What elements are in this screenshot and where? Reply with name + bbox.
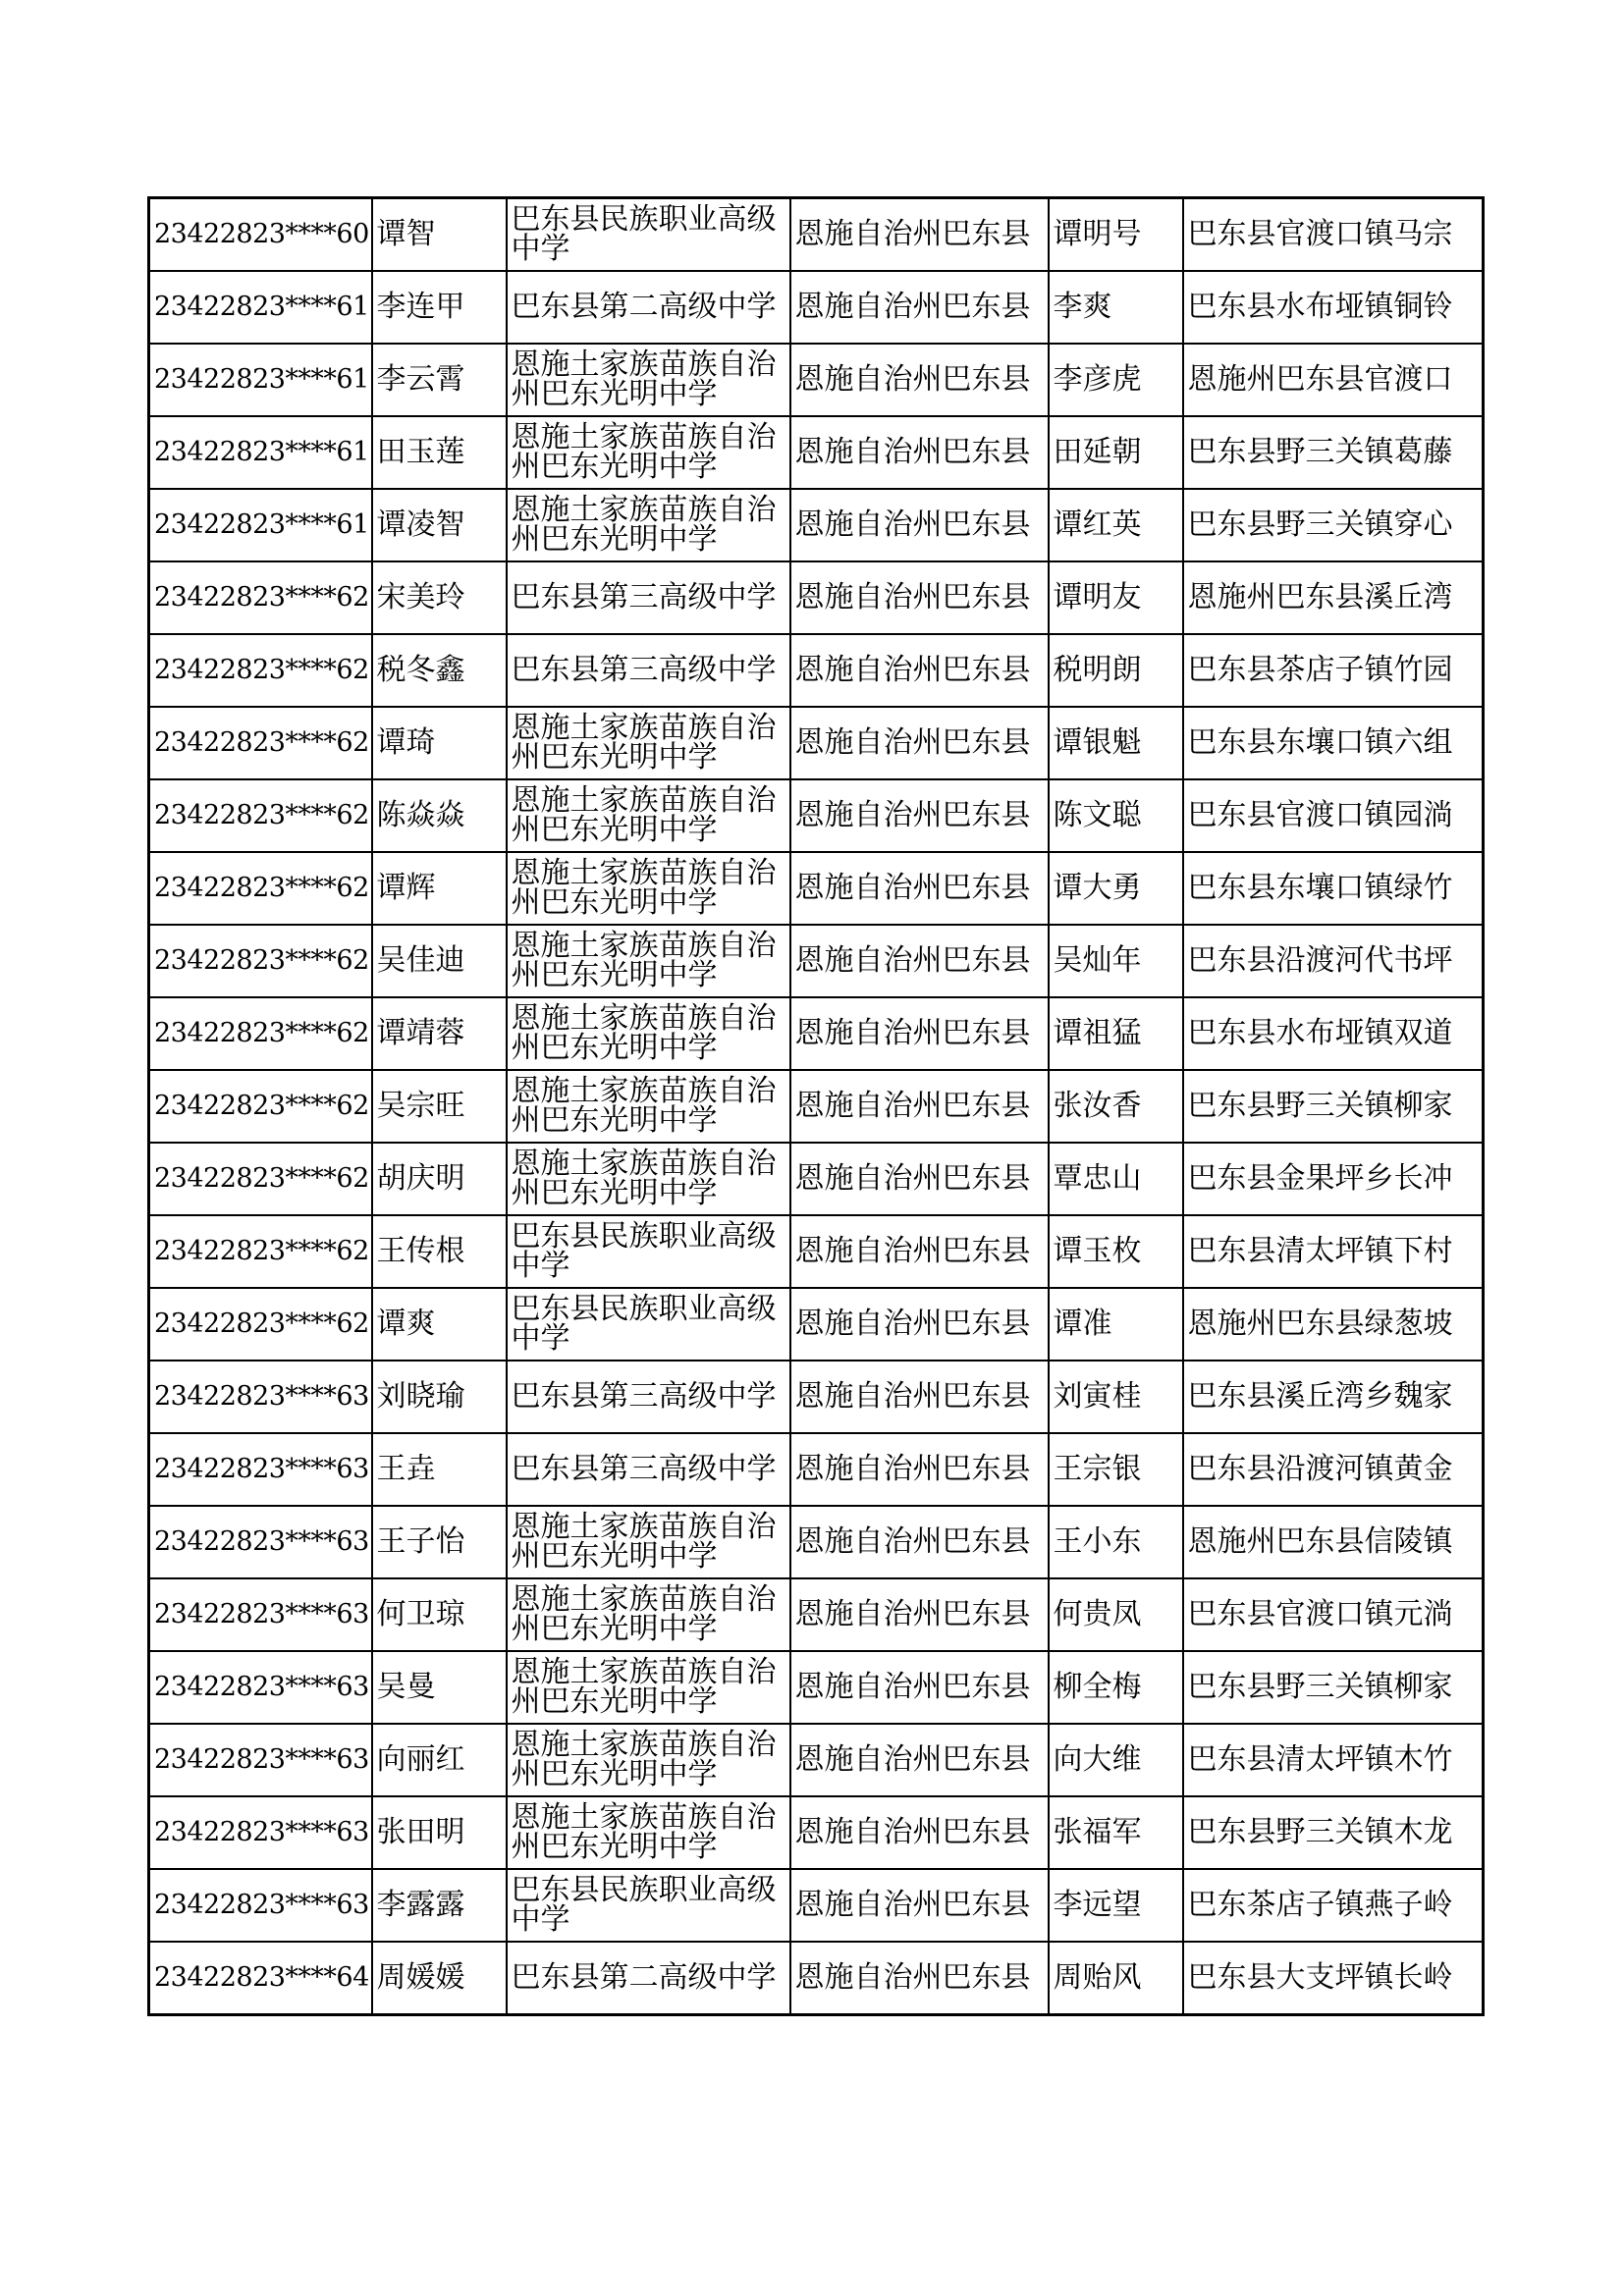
- school-cell: 恩施土家族苗族自治州巴东光明中学: [507, 1578, 790, 1651]
- region-cell: 恩施自治州巴东县: [790, 779, 1049, 852]
- address-cell: 恩施州巴东县溪丘湾: [1183, 561, 1484, 634]
- table-row: [149, 1070, 1484, 1143]
- student-name-cell: 宋美玲: [372, 561, 507, 634]
- id-number-cell: 23422823****62: [149, 1070, 372, 1143]
- address-cell: 巴东县东壤口镇绿竹: [1183, 852, 1484, 925]
- guardian-name-cell: 谭祖猛: [1049, 997, 1183, 1070]
- table-row: [149, 344, 1484, 416]
- student-name-cell: 谭凌智: [372, 489, 507, 561]
- student-name-cell: 谭爽: [372, 1288, 507, 1361]
- table-row: [149, 416, 1484, 489]
- school-cell: 巴东县第三高级中学: [507, 561, 790, 634]
- id-number-cell: 23422823****63: [149, 1506, 372, 1578]
- school-cell: 恩施土家族苗族自治州巴东光明中学: [507, 779, 790, 852]
- table-row: [149, 925, 1484, 997]
- school-cell: 恩施土家族苗族自治州巴东光明中学: [507, 416, 790, 489]
- student-name-cell: 吴曼: [372, 1651, 507, 1724]
- table-row: [149, 1215, 1484, 1288]
- id-number-cell: 23422823****62: [149, 779, 372, 852]
- school-cell: 恩施土家族苗族自治州巴东光明中学: [507, 1724, 790, 1796]
- region-cell: 恩施自治州巴东县: [790, 1724, 1049, 1796]
- guardian-name-cell: 刘寅桂: [1049, 1361, 1183, 1433]
- student-name-cell: 张田明: [372, 1796, 507, 1869]
- id-number-cell: 23422823****62: [149, 925, 372, 997]
- school-cell: 恩施土家族苗族自治州巴东光明中学: [507, 1796, 790, 1869]
- guardian-name-cell: 何贵凤: [1049, 1578, 1183, 1651]
- student-name-cell: 田玉莲: [372, 416, 507, 489]
- guardian-name-cell: 谭明友: [1049, 561, 1183, 634]
- address-cell: 巴东县东壤口镇六组: [1183, 707, 1484, 779]
- student-name-cell: 周媛媛: [372, 1942, 507, 2015]
- region-cell: 恩施自治州巴东县: [790, 198, 1049, 272]
- region-cell: 恩施自治州巴东县: [790, 1578, 1049, 1651]
- table-row: [149, 852, 1484, 925]
- table-row: [149, 707, 1484, 779]
- id-number-cell: 23422823****63: [149, 1796, 372, 1869]
- student-name-cell: 向丽红: [372, 1724, 507, 1796]
- guardian-name-cell: 李远望: [1049, 1869, 1183, 1942]
- school-cell: 恩施土家族苗族自治州巴东光明中学: [507, 852, 790, 925]
- student-name-cell: 谭琦: [372, 707, 507, 779]
- student-name-cell: 何卫琼: [372, 1578, 507, 1651]
- id-number-cell: 23422823****62: [149, 1215, 372, 1288]
- school-cell: 恩施土家族苗族自治州巴东光明中学: [507, 1506, 790, 1578]
- id-number-cell: 23422823****61: [149, 344, 372, 416]
- table-row: [149, 1869, 1484, 1942]
- region-cell: 恩施自治州巴东县: [790, 1942, 1049, 2015]
- school-cell: 巴东县第三高级中学: [507, 634, 790, 707]
- guardian-name-cell: 谭红英: [1049, 489, 1183, 561]
- id-number-cell: 23422823****63: [149, 1433, 372, 1506]
- school-cell: 巴东县民族职业高级中学: [507, 1869, 790, 1942]
- address-cell: 巴东茶店子镇燕子岭: [1183, 1869, 1484, 1942]
- school-cell: 恩施土家族苗族自治州巴东光明中学: [507, 925, 790, 997]
- region-cell: 恩施自治州巴东县: [790, 1361, 1049, 1433]
- id-number-cell: 23422823****62: [149, 852, 372, 925]
- guardian-name-cell: 谭大勇: [1049, 852, 1183, 925]
- region-cell: 恩施自治州巴东县: [790, 1796, 1049, 1869]
- address-cell: 巴东县大支坪镇长岭: [1183, 1942, 1484, 2015]
- address-cell: 巴东县沿渡河代书坪: [1183, 925, 1484, 997]
- table-row: [149, 1724, 1484, 1796]
- id-number-cell: 23422823****63: [149, 1651, 372, 1724]
- address-cell: 巴东县官渡口镇园淌: [1183, 779, 1484, 852]
- student-name-cell: 李露露: [372, 1869, 507, 1942]
- guardian-name-cell: 谭明号: [1049, 198, 1183, 272]
- school-cell: 巴东县第二高级中学: [507, 271, 790, 344]
- id-number-cell: 23422823****63: [149, 1578, 372, 1651]
- address-cell: 巴东县野三关镇葛藤: [1183, 416, 1484, 489]
- region-cell: 恩施自治州巴东县: [790, 561, 1049, 634]
- school-cell: 恩施土家族苗族自治州巴东光明中学: [507, 1143, 790, 1215]
- school-cell: 恩施土家族苗族自治州巴东光明中学: [507, 489, 790, 561]
- table-row: [149, 1796, 1484, 1869]
- address-cell: 巴东县清太坪镇木竹: [1183, 1724, 1484, 1796]
- table-row: [149, 489, 1484, 561]
- id-number-cell: 23422823****64: [149, 1942, 372, 2015]
- guardian-name-cell: 王小东: [1049, 1506, 1183, 1578]
- student-name-cell: 李云霄: [372, 344, 507, 416]
- student-name-cell: 谭智: [372, 198, 507, 272]
- region-cell: 恩施自治州巴东县: [790, 1288, 1049, 1361]
- region-cell: 恩施自治州巴东县: [790, 1506, 1049, 1578]
- school-cell: 巴东县第三高级中学: [507, 1361, 790, 1433]
- id-number-cell: 23422823****62: [149, 1143, 372, 1215]
- region-cell: 恩施自治州巴东县: [790, 271, 1049, 344]
- school-cell: 巴东县第二高级中学: [507, 1942, 790, 2015]
- id-number-cell: 23422823****62: [149, 997, 372, 1070]
- region-cell: 恩施自治州巴东县: [790, 925, 1049, 997]
- student-name-cell: 吴佳迪: [372, 925, 507, 997]
- student-name-cell: 谭靖蓉: [372, 997, 507, 1070]
- student-name-cell: 王子怡: [372, 1506, 507, 1578]
- guardian-name-cell: 覃忠山: [1049, 1143, 1183, 1215]
- address-cell: 巴东县金果坪乡长冲: [1183, 1143, 1484, 1215]
- guardian-name-cell: 向大维: [1049, 1724, 1183, 1796]
- table-row: [149, 1651, 1484, 1724]
- guardian-name-cell: 田延朝: [1049, 416, 1183, 489]
- guardian-name-cell: 谭准: [1049, 1288, 1183, 1361]
- id-number-cell: 23422823****63: [149, 1724, 372, 1796]
- region-cell: 恩施自治州巴东县: [790, 1869, 1049, 1942]
- table-row: [149, 1506, 1484, 1578]
- region-cell: 恩施自治州巴东县: [790, 997, 1049, 1070]
- guardian-name-cell: 税明朗: [1049, 634, 1183, 707]
- region-cell: 恩施自治州巴东县: [790, 852, 1049, 925]
- region-cell: 恩施自治州巴东县: [790, 1651, 1049, 1724]
- region-cell: 恩施自治州巴东县: [790, 416, 1049, 489]
- guardian-name-cell: 柳全梅: [1049, 1651, 1183, 1724]
- region-cell: 恩施自治州巴东县: [790, 489, 1049, 561]
- table-row: [149, 271, 1484, 344]
- table-row: [149, 1143, 1484, 1215]
- student-name-cell: 税冬鑫: [372, 634, 507, 707]
- guardian-name-cell: 张福军: [1049, 1796, 1183, 1869]
- school-cell: 恩施土家族苗族自治州巴东光明中学: [507, 997, 790, 1070]
- address-cell: 恩施州巴东县信陵镇: [1183, 1506, 1484, 1578]
- table-row: [149, 1288, 1484, 1361]
- address-cell: 巴东县清太坪镇下村: [1183, 1215, 1484, 1288]
- table-row: [149, 198, 1484, 272]
- region-cell: 恩施自治州巴东县: [790, 1215, 1049, 1288]
- school-cell: 巴东县第三高级中学: [507, 1433, 790, 1506]
- address-cell: 巴东县茶店子镇竹园: [1183, 634, 1484, 707]
- student-name-cell: 吴宗旺: [372, 1070, 507, 1143]
- address-cell: 恩施州巴东县绿葱坡: [1183, 1288, 1484, 1361]
- region-cell: 恩施自治州巴东县: [790, 1143, 1049, 1215]
- id-number-cell: 23422823****63: [149, 1361, 372, 1433]
- address-cell: 巴东县官渡口镇马宗: [1183, 198, 1484, 272]
- table-row: [149, 1578, 1484, 1651]
- region-cell: 恩施自治州巴东县: [790, 707, 1049, 779]
- address-cell: 巴东县野三关镇柳家: [1183, 1070, 1484, 1143]
- student-name-cell: 李连甲: [372, 271, 507, 344]
- address-cell: 恩施州巴东县官渡口: [1183, 344, 1484, 416]
- region-cell: 恩施自治州巴东县: [790, 344, 1049, 416]
- id-number-cell: 23422823****60: [149, 198, 372, 272]
- id-number-cell: 23422823****61: [149, 489, 372, 561]
- school-cell: 恩施土家族苗族自治州巴东光明中学: [507, 707, 790, 779]
- student-name-cell: 胡庆明: [372, 1143, 507, 1215]
- student-roster-table: [147, 196, 1485, 2016]
- student-name-cell: 王垚: [372, 1433, 507, 1506]
- id-number-cell: 23422823****61: [149, 416, 372, 489]
- address-cell: 巴东县野三关镇柳家: [1183, 1651, 1484, 1724]
- table-row: [149, 1433, 1484, 1506]
- table-row: [149, 1942, 1484, 2015]
- guardian-name-cell: 李彦虎: [1049, 344, 1183, 416]
- guardian-name-cell: 吴灿年: [1049, 925, 1183, 997]
- table-row: [149, 634, 1484, 707]
- guardian-name-cell: 谭玉枚: [1049, 1215, 1183, 1288]
- guardian-name-cell: 陈文聪: [1049, 779, 1183, 852]
- student-name-cell: 陈焱焱: [372, 779, 507, 852]
- guardian-name-cell: 李爽: [1049, 271, 1183, 344]
- student-name-cell: 谭辉: [372, 852, 507, 925]
- address-cell: 巴东县官渡口镇元淌: [1183, 1578, 1484, 1651]
- id-number-cell: 23422823****62: [149, 1288, 372, 1361]
- school-cell: 恩施土家族苗族自治州巴东光明中学: [507, 1651, 790, 1724]
- guardian-name-cell: 周贻风: [1049, 1942, 1183, 2015]
- region-cell: 恩施自治州巴东县: [790, 1070, 1049, 1143]
- address-cell: 巴东县溪丘湾乡魏家: [1183, 1361, 1484, 1433]
- id-number-cell: 23422823****62: [149, 707, 372, 779]
- school-cell: 巴东县民族职业高级中学: [507, 198, 790, 272]
- id-number-cell: 23422823****61: [149, 271, 372, 344]
- id-number-cell: 23422823****62: [149, 634, 372, 707]
- school-cell: 恩施土家族苗族自治州巴东光明中学: [507, 344, 790, 416]
- table-row: [149, 779, 1484, 852]
- region-cell: 恩施自治州巴东县: [790, 1433, 1049, 1506]
- region-cell: 恩施自治州巴东县: [790, 634, 1049, 707]
- student-name-cell: 刘晓瑜: [372, 1361, 507, 1433]
- school-cell: 巴东县民族职业高级中学: [507, 1215, 790, 1288]
- guardian-name-cell: 王宗银: [1049, 1433, 1183, 1506]
- address-cell: 巴东县野三关镇木龙: [1183, 1796, 1484, 1869]
- address-cell: 巴东县水布垭镇铜铃: [1183, 271, 1484, 344]
- roster-body: [149, 198, 1484, 2015]
- guardian-name-cell: 张汝香: [1049, 1070, 1183, 1143]
- guardian-name-cell: 谭银魁: [1049, 707, 1183, 779]
- school-cell: 巴东县民族职业高级中学: [507, 1288, 790, 1361]
- student-name-cell: 王传根: [372, 1215, 507, 1288]
- id-number-cell: 23422823****62: [149, 561, 372, 634]
- id-number-cell: 23422823****63: [149, 1869, 372, 1942]
- address-cell: 巴东县水布垭镇双道: [1183, 997, 1484, 1070]
- table-row: [149, 561, 1484, 634]
- address-cell: 巴东县野三关镇穿心: [1183, 489, 1484, 561]
- table-row: [149, 1361, 1484, 1433]
- table-row: [149, 997, 1484, 1070]
- address-cell: 巴东县沿渡河镇黄金: [1183, 1433, 1484, 1506]
- school-cell: 恩施土家族苗族自治州巴东光明中学: [507, 1070, 790, 1143]
